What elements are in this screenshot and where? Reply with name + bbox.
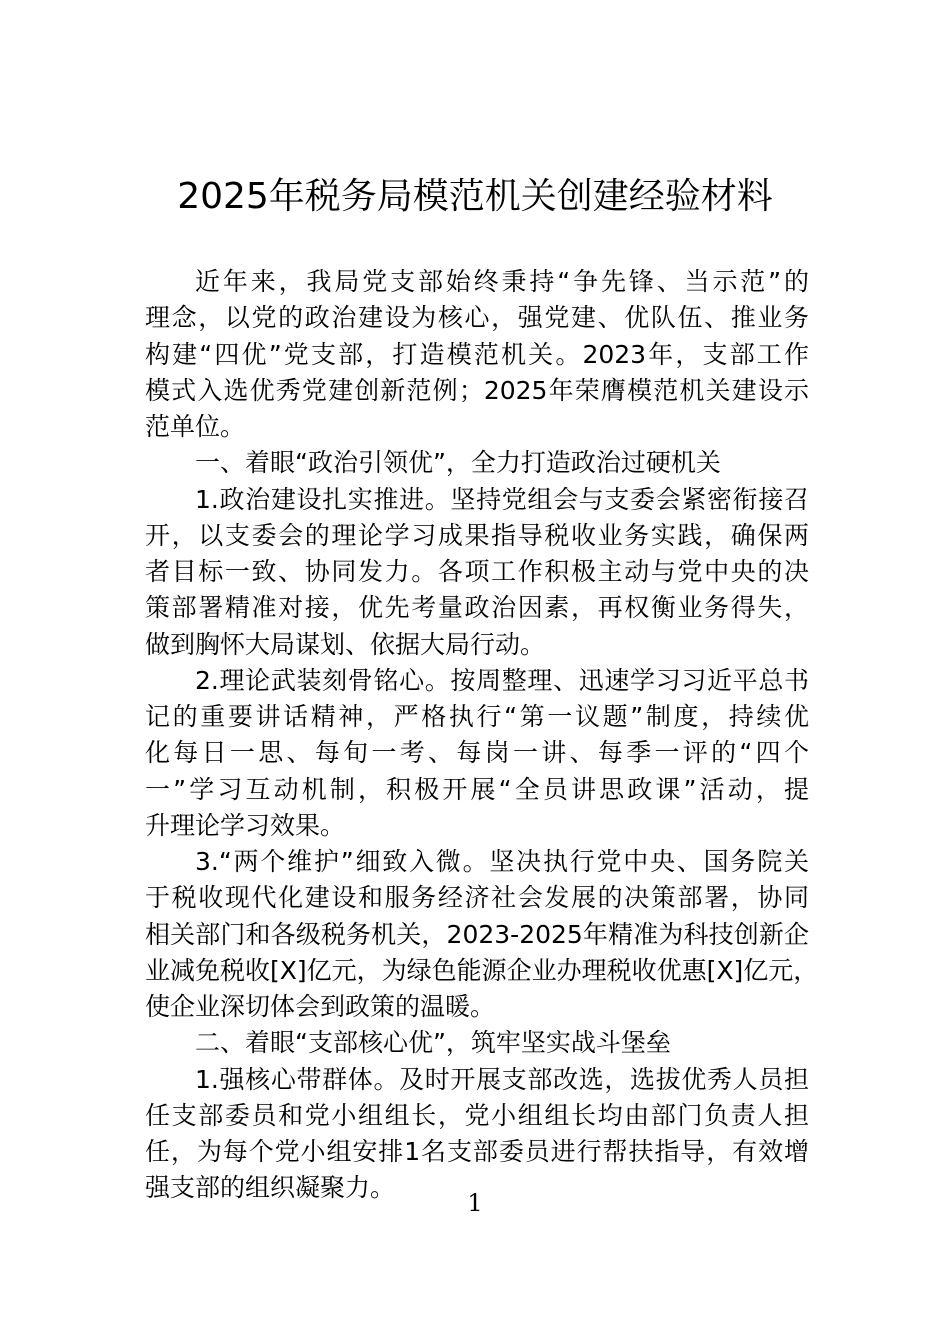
paragraph-line: 任支部委员和党小组组长，党小组组长均由部门负责人担	[145, 1100, 809, 1130]
paragraph-line: 模式入选优秀党建创新范例；2025年荣膺模范机关建设示	[145, 375, 809, 405]
page-number: 1	[467, 1189, 483, 1217]
section-heading: 二、着眼“支部核心优”，筑牢坚实战斗堡垒	[195, 1028, 671, 1058]
paragraph-line: 记的重要讲话精神，严格执行“第一议题”制度，持续优	[145, 702, 809, 731]
section-heading: 一、着眼“政治引领优”，全力打造政治过硬机关	[195, 448, 721, 478]
paragraph-line: 构建“四优”党支部，打造模范机关。2023年，支部工作	[145, 339, 809, 369]
paragraph-line: 于税收现代化建设和服务经济社会发展的决策部署，协同	[145, 883, 809, 913]
paragraph-line: 强支部的组织凝聚力。	[145, 1173, 396, 1203]
paragraph-line: 使企业深切体会到政策的温暖。	[145, 992, 496, 1021]
paragraph-line: 一”学习互动机制，积极开展“全员讲思政课”活动，提	[145, 774, 809, 804]
document-body	[145, 264, 819, 1207]
paragraph-line: 范单位。	[145, 412, 246, 441]
paragraph-line: 1.政治建设扎实推进。坚持党组会与支委会紧密衔接召	[195, 484, 809, 514]
paragraph-line: 策部署精准对接，优先考量政治因素，再权衡业务得失，	[145, 593, 809, 623]
document-title: 2025年税务局模范机关创建经验材料	[177, 176, 773, 217]
paragraph-line: 理念，以党的政治建设为核心，强党建、优队伍、推业务	[145, 303, 809, 333]
paragraph-line: 相关部门和各级税务机关，2023-2025年精准为科技创新企	[145, 919, 809, 949]
paragraph-line: 3.“两个维护”细致入微。坚决执行党中央、国务院关	[195, 847, 809, 876]
paragraph-line: 2.理论武装刻骨铭心。按周整理、迅速学习习近平总书	[195, 665, 809, 695]
paragraph-line: 做到胸怀大局谋划、依据大局行动。	[145, 629, 546, 659]
paragraph-line: 升理论学习效果。	[145, 810, 346, 840]
paragraph-line: 者目标一致、协同发力。各项工作积极主动与党中央的决	[145, 557, 809, 586]
paragraph-line: 业减免税收[X]亿元，为绿色能源企业办理税收优惠[X]亿元，	[145, 955, 819, 985]
paragraph-line: 1.强核心带群体。及时开展支部改选，选拔优秀人员担	[195, 1064, 809, 1094]
paragraph-line: 开，以支委会的理论学习成果指导税收业务实践，确保两	[145, 520, 809, 550]
paragraph-line: 任，为每个党小组安排1名支部委员进行帮扶指导，有效增	[145, 1137, 809, 1166]
paragraph-line: 近年来，我局党支部始终秉持“争先锋、当示范”的	[195, 267, 809, 296]
paragraph-line: 化每日一思、每旬一考、每岗一讲、每季一评的“四个	[145, 738, 809, 768]
